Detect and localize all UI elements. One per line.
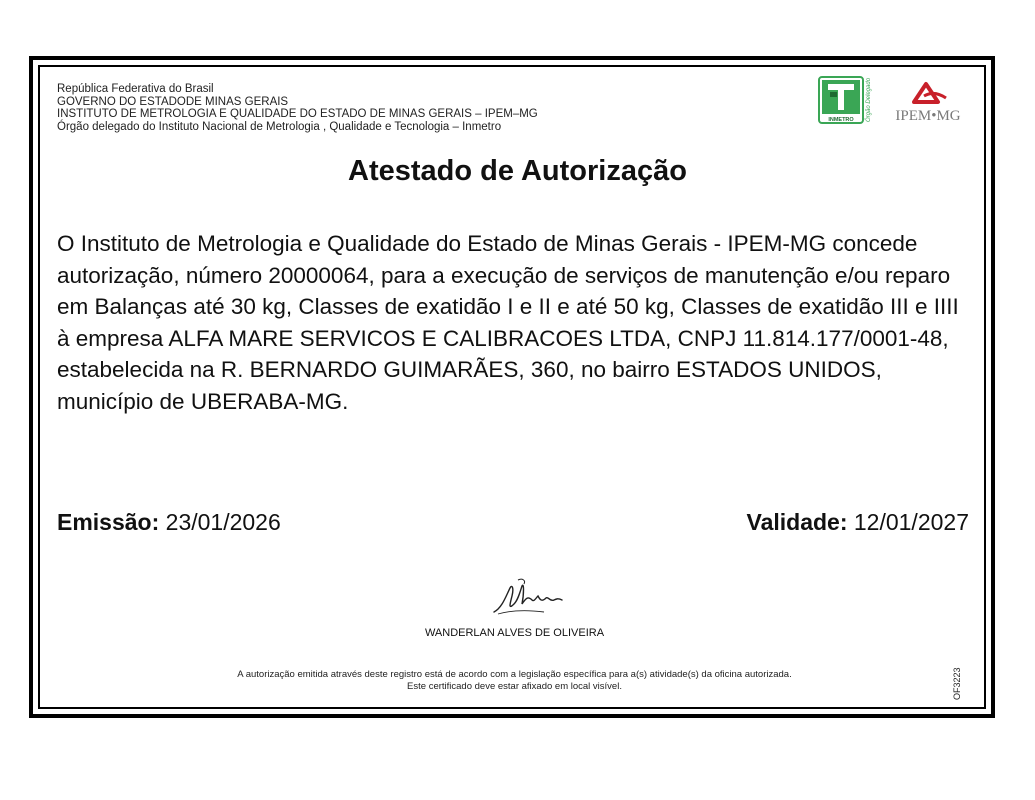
legal-footnote (0, 669, 1035, 693)
signer-name (0, 627, 1035, 639)
handwritten-signature (488, 574, 568, 620)
validity-date (747, 509, 970, 536)
issue-date-value: 23/01/2026 (165, 509, 281, 535)
header-line-republic: República Federativa do Brasil (57, 83, 214, 95)
inmetro-logo-text: INMETRO (828, 117, 854, 123)
header-line-institute: INSTITUTO DE METROLOGIA E QUALIDADE DO ESTADO DE MINAS GERAIS – IPEM–MG (57, 108, 538, 120)
ipem-mg-logo (886, 78, 970, 124)
issue-date-label: Emissão: (57, 509, 160, 535)
inmetro-side-text: Órgão Delegado (866, 77, 872, 122)
ipem-logo-text: IPEM•MG (895, 108, 961, 124)
validity-date-value: 12/01/2027 (853, 509, 969, 535)
signer-name-text: WANDERLAN ALVES DE OLIVEIRA (424, 627, 605, 639)
footnote-line-2: Este certificado deve estar afixado em local visível. (407, 681, 622, 692)
header-line-delegated: Órgão delegado do Instituto Nacional de Metrologia , Qualidade e Tecnologia – Inmetro (57, 120, 502, 133)
footnote-line-1: A autorização emitida através deste registro está de acordo com a legislação específica para a(s) atividade(s) da oficina autorizada. (237, 669, 792, 680)
certificate-title (0, 155, 1035, 188)
validity-date-label: Validade: (746, 509, 848, 535)
authorization-text: O Instituto de Metrologia e Qualidade do Estado de Minas Gerais - IPEM-MG concede autorização, número 20000064, para a execução de serviços de manutenção e/ou reparo em Balanças até 30 kg, Classes de exatidão I e II e até 50 kg, Classes de exatidão III e IIII à empresa ALFA MARE SERVICOS E CALIBRACOES LTDA, CNPJ 11.814.177/0001-48, estabelecida na R. BERNARDO GUIMARÃES, 360, no bairro ESTADOS UNIDOS, município de UBERABA-MG. (57, 231, 959, 414)
certificate-title-text: Atestado de Autorização (348, 155, 687, 187)
issuer-header (57, 83, 538, 133)
issue-date (57, 509, 281, 536)
header-line-government: GOVERNO DO ESTADODE MINAS GERAIS (57, 95, 289, 108)
document-code: OF3223 (952, 667, 962, 700)
inmetro-logo (818, 76, 882, 126)
